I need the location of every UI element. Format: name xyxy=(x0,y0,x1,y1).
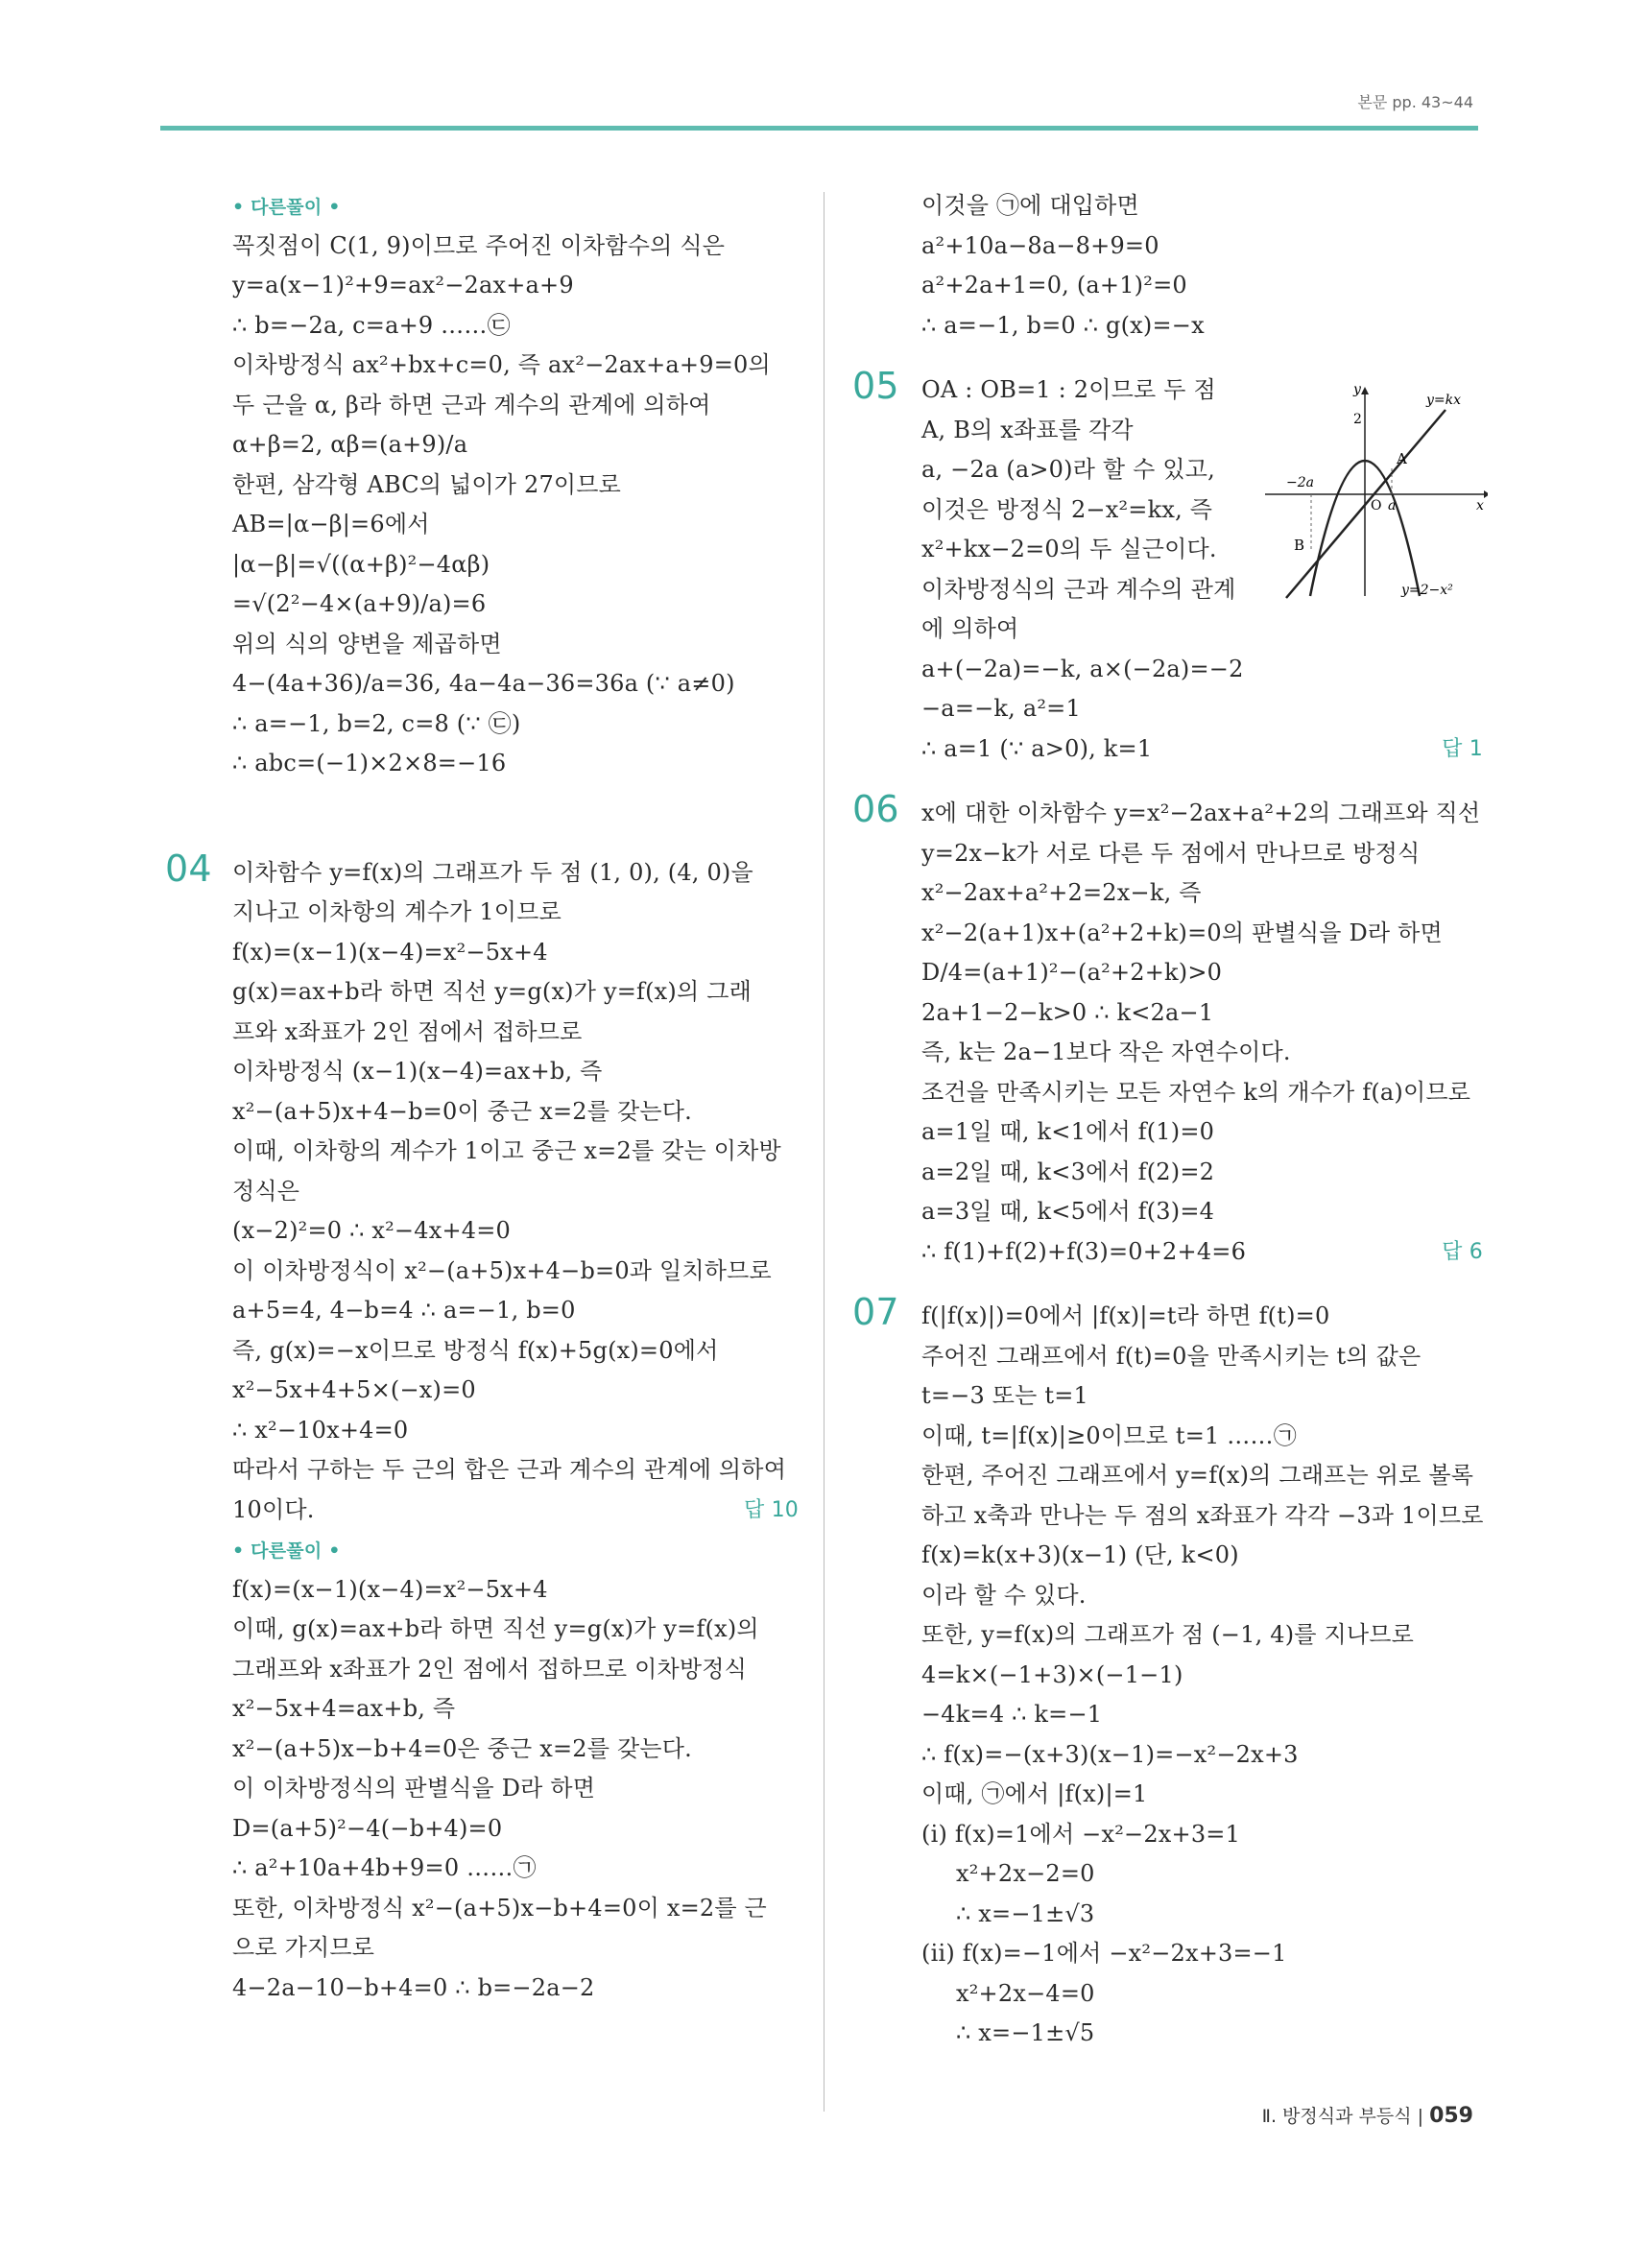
text-line: 즉, g(x)=−x이므로 방정식 f(x)+5g(x)=0에서 xyxy=(232,1336,719,1364)
text-line: 정식은 xyxy=(232,1177,300,1205)
text-line: a²+10a−8a−8+9=0 xyxy=(921,231,1159,259)
text-line xyxy=(921,1232,1483,1273)
x-axis-arrow-icon xyxy=(1484,490,1488,498)
text-line: 이라 할 수 있다. xyxy=(921,1581,1087,1609)
problem-first-line xyxy=(165,847,799,894)
point-b-label: B xyxy=(1294,537,1305,554)
line-label: y=kx xyxy=(1426,393,1462,408)
text-line: 조건을 만족시키는 모든 자연수 k의 개수가 f(a)이므로 xyxy=(921,1078,1471,1106)
text-line: 두 근을 α, β라 하면 근과 계수의 관계에 의하여 xyxy=(232,391,711,418)
text-line: x²−5x+4=ax+b, 즉 xyxy=(232,1695,456,1722)
problem-number: 07 xyxy=(852,1291,899,1333)
text-line: (x−2)²=0 ∴ x²−4x+4=0 xyxy=(232,1217,511,1244)
text-line: f(x)=(x−1)(x−4)=x²−5x+4 xyxy=(232,938,548,966)
text-line: 4−2a−10−b+4=0 ∴ b=−2a−2 xyxy=(232,1973,595,2001)
line-text: ∴ f(1)+f(2)+f(3)=0+2+4=6 xyxy=(921,1237,1247,1265)
left-column xyxy=(165,186,799,2008)
text-line: 이 이차방정식이 x²−(a+5)x+4−b=0과 일치하므로 xyxy=(232,1256,772,1284)
text-line: A, B의 x좌표를 각각 xyxy=(921,416,1134,443)
text-line: 이차방정식 (x−1)(x−4)=ax+b, 즉 xyxy=(232,1058,603,1085)
footer-chapter: Ⅱ. 방정식과 부등식 xyxy=(1261,2106,1412,2127)
text-line: x²−2ax+a²+2=2x−k, 즉 xyxy=(921,879,1202,906)
neg-tick-label: −2a xyxy=(1286,475,1314,490)
line-text: ∴ a=1 (∵ a>0), k=1 xyxy=(921,734,1153,762)
text-line: x²−2(a+1)x+(a²+2+k)=0의 판별식을 D라 하면 xyxy=(921,919,1443,946)
text-line: 이때, g(x)=ax+b라 하면 직선 y=g(x)가 y=f(x)의 xyxy=(232,1615,759,1642)
text-line: (i) f(x)=1에서 −x²−2x+3=1 xyxy=(921,1820,1241,1848)
alt-solution-label xyxy=(232,1530,799,1570)
text-line: 이것을 ㉠에 대입하면 xyxy=(921,192,1139,219)
text-line: D=(a+5)²−4(−b+4)=0 xyxy=(232,1814,503,1842)
text-line: f(x)=(x−1)(x−4)=x²−5x+4 xyxy=(232,1575,548,1603)
text-line: 그래프와 x좌표가 2인 점에서 접하므로 이차방정식 xyxy=(232,1655,748,1683)
page-number: 059 xyxy=(1429,2104,1473,2128)
text-line: 으로 가지므로 xyxy=(232,1934,375,1961)
text-line: y=2x−k가 서로 다른 두 점에서 만나므로 방정식 xyxy=(921,839,1421,867)
line-text: OA : OB=1 : 2이므로 두 점 xyxy=(921,376,1216,403)
text-line: 하고 x축과 만나는 두 점의 x좌표가 각각 −3과 1이므로 xyxy=(921,1501,1484,1529)
text-line: ∴ abc=(−1)×2×8=−16 xyxy=(232,750,507,776)
text-line xyxy=(232,1491,799,1531)
text-line: −4k=4 ∴ k=−1 xyxy=(921,1701,1103,1728)
top-rule xyxy=(160,126,1478,131)
text-line: α+β=2, αβ=(a+9)/a xyxy=(232,431,468,458)
text-line: f(x)=k(x+3)(x−1) (단, k<0) xyxy=(921,1541,1239,1568)
text-line: a+(−2a)=−k, a×(−2a)=−2 xyxy=(921,655,1244,682)
text-line xyxy=(921,729,1483,770)
text-line: 한편, 삼각형 ABC의 넓이가 27이므로 xyxy=(232,470,622,498)
text-line: a=1일 때, k<1에서 f(1)=0 xyxy=(921,1118,1215,1145)
indented-line: ∴ x=−1±√3 xyxy=(956,1899,1095,1927)
text-line: t=−3 또는 t=1 xyxy=(921,1382,1088,1409)
text-line: x²−(a+5)x−b+4=0은 중근 x=2를 갖는다. xyxy=(232,1734,692,1762)
text-line: 한편, 주어진 그래프에서 y=f(x)의 그래프는 위로 볼록 xyxy=(921,1462,1474,1489)
y-axis-arrow-icon xyxy=(1361,387,1369,394)
section-gap xyxy=(921,346,1483,370)
indented-line: x²+2x−2=0 xyxy=(956,1860,1095,1887)
indented-line: ∴ x=−1±√5 xyxy=(956,2019,1095,2046)
line-text: 이차함수 y=f(x)의 그래프가 두 점 (1, 0), (4, 0)을 xyxy=(232,858,753,886)
line-text: x에 대한 이차함수 y=x²−2ax+a²+2의 그래프와 직선 xyxy=(921,800,1481,826)
page-reference: 본문 pp. 43~44 xyxy=(1357,93,1473,111)
text-line: 즉, k는 2a−1보다 작은 자연수이다. xyxy=(921,1039,1291,1065)
text-line: =√(2²−4×(a+9)/a)=6 xyxy=(232,590,487,617)
text-line: ∴ a=−1, b=0 ∴ g(x)=−x xyxy=(921,311,1205,339)
text-line: a=3일 때, k<5에서 f(3)=4 xyxy=(921,1198,1215,1225)
alt-solution-text: • 다른풀이 • xyxy=(232,197,341,218)
point-a-label: A xyxy=(1397,450,1407,467)
curve-label: y=2−x² xyxy=(1401,583,1453,598)
indented-line: x²+2x−4=0 xyxy=(956,1979,1095,2007)
problem-number: 04 xyxy=(165,847,212,890)
text-line: 프와 x좌표가 2인 점에서 접하므로 xyxy=(232,1017,583,1045)
text-line: ∴ a²+10a+4b+9=0 ……㉠ xyxy=(232,1854,537,1881)
text-line: 또한, y=f(x)의 그래프가 점 (−1, 4)를 지나므로 xyxy=(921,1621,1415,1648)
page-footer: Ⅱ. 방정식과 부등식 | 059 xyxy=(1261,2104,1473,2128)
line-text: f(|f(x)|)=0에서 |f(x)|=t라 하면 f(t)=0 xyxy=(921,1302,1330,1329)
line-text: 10이다. xyxy=(232,1495,315,1523)
text-line: ∴ a=−1, b=2, c=8 (∵ ㉢) xyxy=(232,709,521,737)
answer-mark: 답 10 xyxy=(743,1497,799,1522)
text-line: x²−5x+4+5×(−x)=0 xyxy=(232,1376,476,1403)
text-line: g(x)=ax+b라 하면 직선 y=g(x)가 y=f(x)의 그래 xyxy=(232,978,752,1005)
text-line: 이때, ㉠에서 |f(x)|=1 xyxy=(921,1780,1148,1807)
text-line: 4=k×(−1+3)×(−1−1) xyxy=(921,1660,1183,1688)
problem-number: 06 xyxy=(852,788,899,830)
text-line: |α−β|=√((α+β)²−4αβ) xyxy=(232,550,490,578)
problem-number: 05 xyxy=(852,365,899,407)
y-axis-label: y xyxy=(1353,382,1361,397)
section-gap xyxy=(921,1272,1483,1297)
origin-label: O xyxy=(1371,498,1382,513)
line-y-kx xyxy=(1286,410,1446,598)
text-line: ∴ b=−2a, c=a+9 ……㉢ xyxy=(232,311,511,339)
problem-first-line xyxy=(852,788,1483,834)
alt-solution-label xyxy=(232,186,799,227)
y-tick-label: 2 xyxy=(1353,412,1362,427)
text-line: a=2일 때, k<3에서 f(2)=2 xyxy=(921,1158,1215,1185)
text-line: ∴ f(x)=−(x+3)(x−1)=−x²−2x+3 xyxy=(921,1740,1299,1768)
answer-mark: 답 6 xyxy=(1442,1239,1483,1264)
section-gap xyxy=(232,784,799,853)
text-line: a+5=4, 4−b=4 ∴ a=−1, b=0 xyxy=(232,1297,576,1324)
text-line: 위의 식의 양변을 제곱하면 xyxy=(232,630,502,657)
text-line: x²−(a+5)x+4−b=0이 중근 x=2를 갖는다. xyxy=(232,1097,692,1125)
text-line: a, −2a (a>0)라 할 수 있고, xyxy=(921,456,1215,483)
text-line: 이차방정식의 근과 계수의 관계 xyxy=(921,575,1236,603)
x-axis-label: x xyxy=(1476,498,1484,513)
text-line: 주어진 그래프에서 f(t)=0을 만족시키는 t의 값은 xyxy=(921,1342,1422,1370)
text-line: 이것은 방정식 2−x²=kx, 즉 xyxy=(921,495,1213,523)
text-line: 꼭짓점이 C(1, 9)이므로 주어진 이차함수의 식은 xyxy=(232,231,726,259)
text-line: AB=|α−β|=6에서 xyxy=(232,511,430,537)
text-line: 또한, 이차방정식 x²−(a+5)x−b+4=0이 x=2를 근 xyxy=(232,1894,767,1922)
text-line: 에 의하여 xyxy=(921,615,1019,642)
text-line: 이때, t=|f(x)|≥0이므로 t=1 ……㉠ xyxy=(921,1421,1297,1449)
alt-solution-text: • 다른풀이 • xyxy=(232,1540,341,1562)
text-line: D/4=(a+1)²−(a²+2+k)>0 xyxy=(921,959,1223,986)
text-line: 지나고 이차항의 계수가 1이므로 xyxy=(232,898,562,925)
text-line: −a=−k, a²=1 xyxy=(921,695,1081,722)
pos-tick-label: a xyxy=(1388,498,1397,513)
text-line: x²+kx−2=0의 두 실근이다. xyxy=(921,536,1217,562)
answer-mark: 답 1 xyxy=(1442,736,1483,761)
text-line: ∴ x²−10x+4=0 xyxy=(232,1416,409,1444)
text-line: (ii) f(x)=−1에서 −x²−2x+3=−1 xyxy=(921,1940,1287,1967)
text-line: 이때, 이차항의 계수가 1이고 중근 x=2를 갖는 이차방 xyxy=(232,1137,781,1164)
text-line: 이차방정식 ax²+bx+c=0, 즉 ax²−2ax+a+9=0의 xyxy=(232,351,771,378)
text-line: 이 이차방정식의 판별식을 D라 하면 xyxy=(232,1775,596,1802)
problem-05-graph xyxy=(1257,379,1488,609)
text-line: y=a(x−1)²+9=ax²−2ax+a+9 xyxy=(232,272,574,298)
text-line: a²+2a+1=0, (a+1)²=0 xyxy=(921,272,1187,298)
text-line: 4−(4a+36)/a=36, 4a−4a−36=36a (∵ a≠0) xyxy=(232,670,735,697)
section-gap xyxy=(921,769,1483,794)
text-line: 2a+1−2−k>0 ∴ k<2a−1 xyxy=(921,998,1214,1026)
problem-first-line xyxy=(852,1291,1483,1337)
text-line: 따라서 구하는 두 근의 합은 근과 계수의 관계에 의하여 xyxy=(232,1456,787,1483)
